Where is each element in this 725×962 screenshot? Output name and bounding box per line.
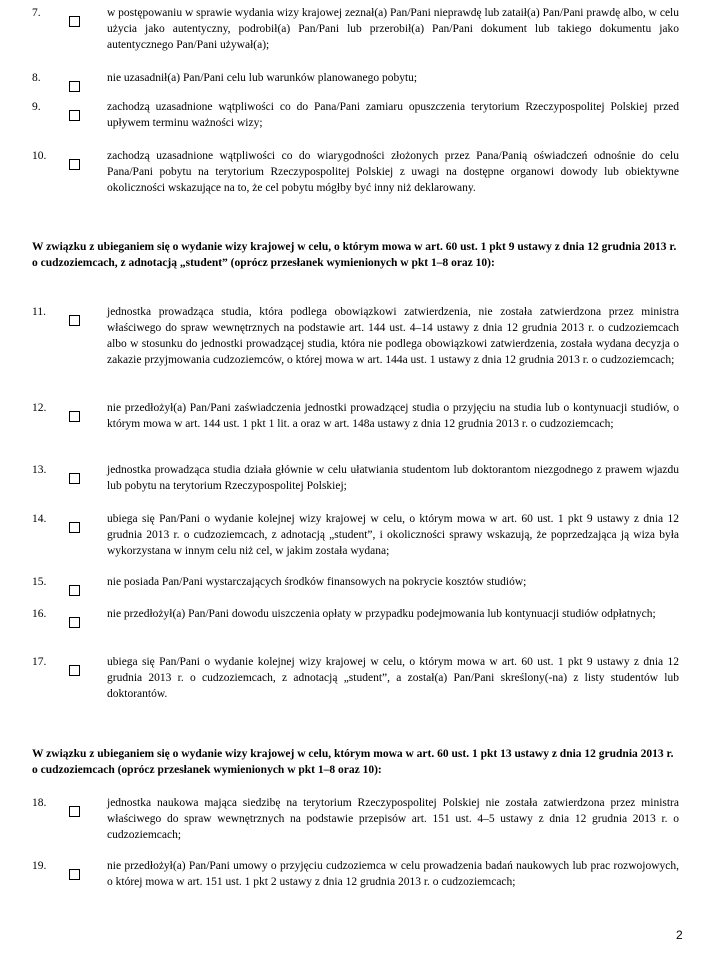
checkbox-icon[interactable] [69,806,80,817]
checkbox-icon[interactable] [69,522,80,533]
item-text: jednostka prowadząca studia, która podlega obowiązkowi zatwierdzenia, nie została zatwierdzona przez ministra właściwego do spraw wewnętrznych na podstawie art. 144 ust. 4–14 ustawy z dnia 12 grudnia 2013 r. o cudzoziemcach albo w stosunku do jednostki prowadzącej studia, która nie podlega obowiązkowi zatwierdzenia, została wydana decyzja o zakazie przyjmowania cudzoziemców, o której mowa w art. 144a ust. 1 ustawy z dnia 12 grudnia 2013 r. o cudzoziemcach; [107,306,679,366]
item-number: 10. [32,150,47,162]
checkbox-icon[interactable] [69,869,80,880]
item-text: ubiega się Pan/Pani o wydanie kolejnej wizy krajowej w celu, o którym mowa w art. 60 ust. 1 pkt 9 ustawy z dnia 12 grudnia 2013 r. o cudzoziemcach, z adnotacją „student”, a został(a) Pan/Pani skreślony(-na) z listy studentów lub doktorantów. [107,656,679,700]
item-number: 12. [32,402,47,414]
section-heading-research: W związku z ubieganiem się o wydanie wizy krajowej w celu, którym mowa w art. 60 ust. 1 pkt 13 ustawy z dnia 12 grudnia 2013 r. o cudzoziemcach (oprócz przesłanek wymienionych w pkt 1–8 oraz 10): [32,748,674,776]
item-number: 13. [32,464,47,476]
checkbox-icon[interactable] [69,110,80,121]
item-text: w postępowaniu w sprawie wydania wizy krajowej zeznał(a) Pan/Pani nieprawdę lub zataił(a) Pan/Pani prawdę albo, w celu użycia jako autentyczny, podrobił(a) Pan/Pani lub przerobił(a) Pan/Pani dokument lub takiego dokumentu jako autentycznego Pan/Pani używał(a); [107,7,679,51]
checkbox-icon[interactable] [69,315,80,326]
checkbox-icon[interactable] [69,411,80,422]
item-number: 19. [32,860,47,872]
item-text: jednostka naukowa mająca siedzibę na terytorium Rzeczypospolitej Polskiej nie została zatwierdzona przez ministra właściwego do spraw wewnętrznych na podstawie przepisów art. 151 ust. 4–5 ustawy z dnia 12 grudnia 2013 r. o cudzoziemcach; [107,797,679,841]
checkbox-icon[interactable] [69,617,80,628]
checkbox-icon[interactable] [69,585,80,596]
item-number: 9. [32,101,41,113]
item-text: nie uzasadnił(a) Pan/Pani celu lub warunków planowanego pobytu; [107,72,418,84]
item-text: nie posiada Pan/Pani wystarczających środków finansowych na pokrycie kosztów studiów; [107,576,527,588]
item-number: 15. [32,576,47,588]
checkbox-icon[interactable] [69,473,80,484]
item-text: nie przedłożył(a) Pan/Pani dowodu uiszczenia opłaty w przypadku podejmowania lub kontynuacji studiów odpłatnych; [107,608,656,620]
item-number: 7. [32,7,41,19]
item-number: 8. [32,72,41,84]
checkbox-icon[interactable] [69,81,80,92]
item-text: ubiega się Pan/Pani o wydanie kolejnej wizy krajowej w celu, o którym mowa w art. 60 ust. 1 pkt 9 ustawy z dnia 12 grudnia 2013 r. o cudzoziemcach, z adnotacją „student”, i okoliczności sprawy wskazują, że poprzedzająca ją wiza była wykorzystana w innym celu niż cel, w jakim została wydana; [107,513,679,557]
item-text: zachodzą uzasadnione wątpliwości co do Pana/Pani zamiaru opuszczenia terytorium Rzeczypospolitej Polskiej przed upływem terminu ważności wizy; [107,101,679,129]
item-text: nie przedłożył(a) Pan/Pani umowy o przyjęciu cudzoziemca w celu prowadzenia badań naukowych lub prac rozwojowych, o której mowa w art. 151 ust. 1 pkt 2 ustawy z dnia 12 grudnia 2013 r. o cudzoziemcach; [107,860,679,888]
item-number: 16. [32,608,47,620]
checkbox-icon[interactable] [69,665,80,676]
item-text: zachodzą uzasadnione wątpliwości co do wiarygodności złożonych przez Pana/Panią oświadczeń odnośnie do celu Pana/Pani pobytu na terytorium Rzeczypospolitej Polskiej z uwagi na dostępne organowi dowody lub obiektywne okoliczności wskazujące na to, że cel pobytu mógłby być inny niż deklarowany. [107,150,679,194]
item-number: 17. [32,656,47,668]
item-number: 11. [32,306,46,318]
checkbox-icon[interactable] [69,159,80,170]
item-text: nie przedłożył(a) Pan/Pani zaświadczenia jednostki prowadzącej studia o przyjęciu na studia lub o kontynuacji studiów, o którym mowa w art. 144 ust. 1 pkt 1 lit. a oraz w art. 148a ustawy z dnia 12 grudnia 2013 r. o cudzoziemcach; [107,402,679,430]
item-number: 18. [32,797,47,809]
item-number: 14. [32,513,47,525]
section-heading-student: W związku z ubieganiem się o wydanie wizy krajowej w celu, o którym mowa w art. 60 ust. 1 pkt 9 ustawy z dnia 12 grudnia 2013 r. o cudzoziemcach, z adnotacją „student” (oprócz przesłanek wymienionych w pkt 1–8 oraz 10): [32,241,677,269]
item-text: jednostka prowadząca studia działa głównie w celu ułatwiania studentom lub doktorantom niezgodnego z prawem wjazdu lub pobytu na terytorium Rzeczypospolitej Polskiej; [107,464,679,492]
page-number: 2 [676,928,683,942]
checkbox-icon[interactable] [69,16,80,27]
